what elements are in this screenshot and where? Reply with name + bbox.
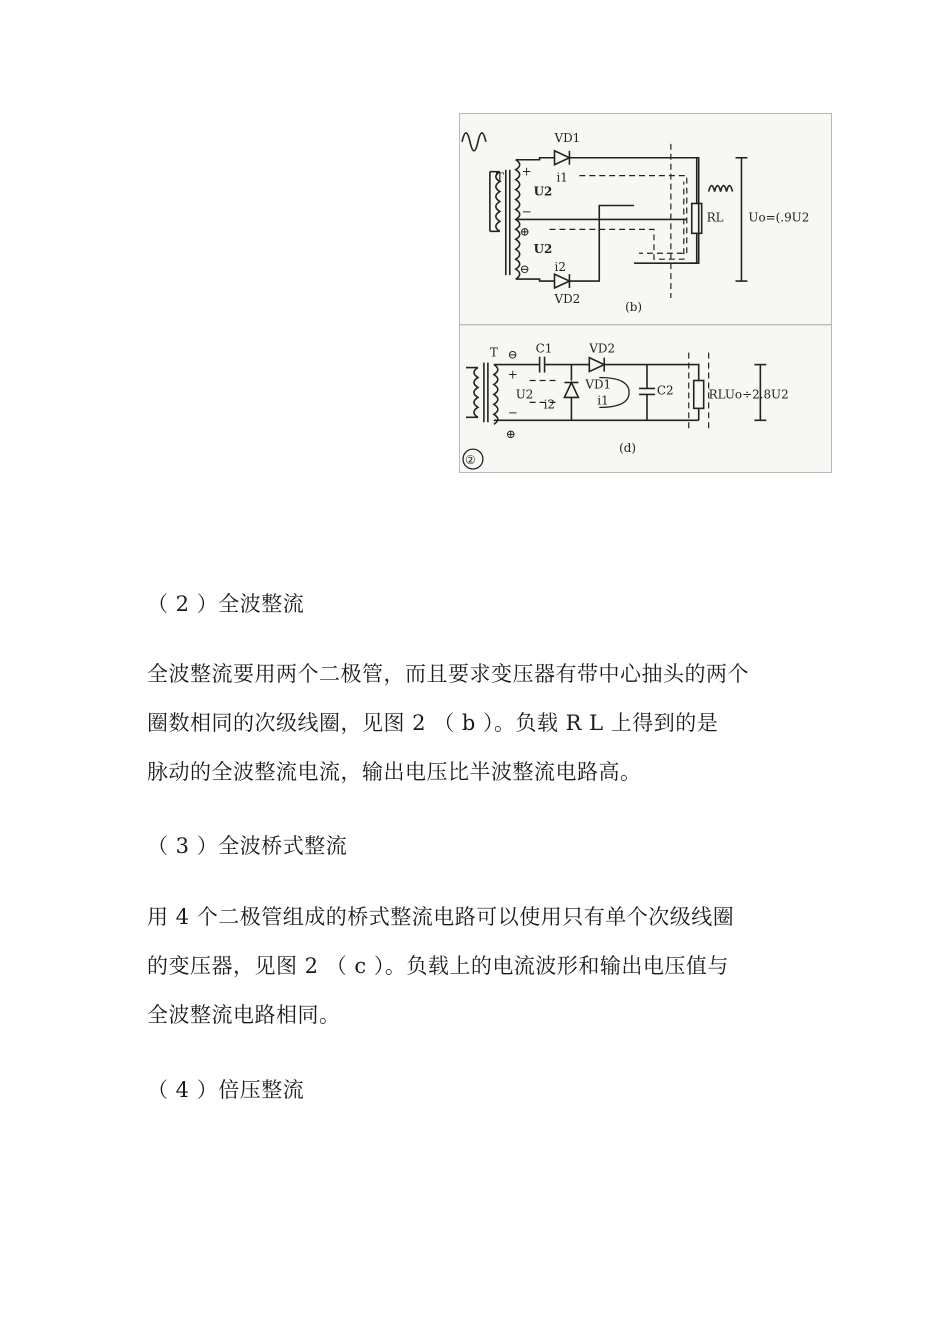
- resistor-d-rl: [694, 381, 704, 409]
- section-2-line-3: 脉动的全波整流电流，输出电压比半波整流电路高。: [147, 760, 642, 784]
- label-u2-d: U2: [515, 387, 534, 402]
- label-transformer-d: T: [489, 345, 498, 360]
- circuit-figure: [459, 113, 832, 473]
- label-vd1: VD1: [554, 130, 581, 145]
- label-vd2-d: VD2: [589, 341, 616, 356]
- label-transformer-b: T: [495, 170, 504, 185]
- label-i2-b: i2: [554, 260, 566, 275]
- section-3-body: [147, 893, 827, 1040]
- diode-vd2: [555, 274, 570, 288]
- diode-vd1: [555, 151, 570, 165]
- label-u2-top: U2: [533, 184, 553, 199]
- label-circle-minus-b: ⊖: [519, 262, 530, 277]
- label-circle-plus-b: ⊕: [519, 224, 530, 239]
- label-circle-plus-d: ⊕: [505, 427, 516, 442]
- label-u2-bottom: U2: [533, 242, 553, 257]
- label-c2: C2: [656, 383, 674, 398]
- label-rl-uo-d: RLUo÷2.8U2: [708, 387, 789, 402]
- diode-d-vd2: [589, 358, 604, 372]
- label-plus-b: +: [521, 164, 532, 179]
- label-plus-d: +: [507, 367, 518, 382]
- label-rl-b: RL: [706, 210, 724, 225]
- section-3-line-3: 全波整流电路相同。: [147, 1003, 341, 1027]
- circuit-diagram: [460, 114, 831, 472]
- section-3-line-2: 的变压器，见图 2 （ c ）。负载上的电流波形和输出电压值与: [147, 954, 729, 978]
- section-2-body: [147, 650, 827, 797]
- label-vd2: VD2: [554, 291, 581, 306]
- section-3-heading: （ 3 ）全波桥式整流: [147, 834, 348, 858]
- label-vd1-d: VD1: [585, 377, 612, 392]
- label-i1-d: i1: [597, 393, 609, 408]
- transformer-d-primary: [474, 368, 478, 418]
- resistor-rl: [692, 204, 702, 234]
- label-circle-minus-d: ⊖: [507, 347, 518, 362]
- label-i2-d: i2: [543, 397, 555, 412]
- section-3-line-1: 用 4 个二极管组成的桥式整流电路可以使用只有单个次级线圈: [147, 905, 735, 929]
- label-minus-b: −: [521, 204, 532, 219]
- section-2-line-2: 圈数相同的次级线圈，见图 2 （ b ）。负载 R L 上得到的是: [147, 711, 719, 735]
- label-b: (b): [625, 299, 643, 314]
- label-i1-b: i1: [556, 170, 568, 185]
- transformer-d-secondary: [494, 365, 498, 425]
- diode-d-vd1: [564, 383, 578, 398]
- section-2-line-1: 全波整流要用两个二极管，而且要求变压器有带中心抽头的两个: [147, 662, 749, 686]
- label-uo-b: Uo=(.9U2: [748, 210, 810, 225]
- input-sine-wave: [462, 133, 486, 151]
- label-c1: C1: [535, 341, 553, 356]
- section-4-heading: （ 4 ）倍压整流: [147, 1078, 305, 1102]
- output-waveform: [709, 186, 733, 192]
- section-2-heading: （ 2 ）全波整流: [147, 592, 305, 616]
- label-minus-d: −: [507, 405, 518, 420]
- label-circled-number: ②: [465, 453, 476, 468]
- label-d: (d): [619, 441, 637, 456]
